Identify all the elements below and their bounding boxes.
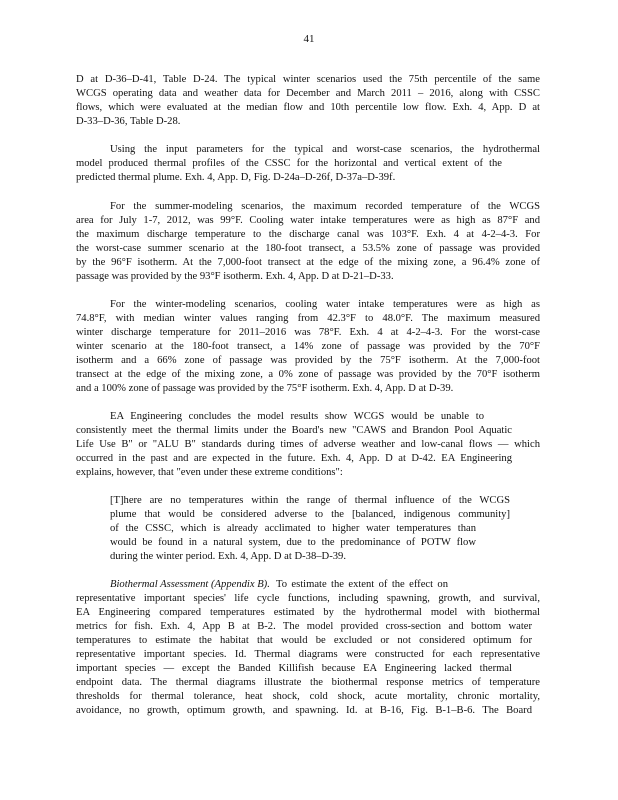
text-line: avoidance, no growth, optimum growth, and spawning. Id. at B-16, Fig. B-1–B-6. The Board bbox=[76, 705, 532, 716]
text-line: EA Engineering compared temperatures estimated by the hydrothermal model with biothermal bbox=[76, 607, 540, 618]
text-line: D at D-36–D-41, Table D-24. The typical winter scenarios used the 75th percentile of the same bbox=[76, 74, 540, 85]
quote-line: plume that would be considered adverse to the [balanced, indigenous community] bbox=[110, 509, 510, 520]
text-line: occurred in the past and are expected in the future. Exh. 4, App. D at D-42. EA Engineering bbox=[76, 453, 512, 464]
text-line: endpoint data. The thermal diagrams illustrate the biothermal response metrics of temperature bbox=[76, 677, 540, 688]
text-line: For the winter-modeling scenarios, cooling water intake temperatures were as high as bbox=[110, 299, 540, 310]
text-line: winter discharge temperature for 2011–2016 was 78°F. Exh. 4 at 4-2–4-3. For the worst-case bbox=[76, 327, 540, 338]
text-line: explains, however, that "even under these extreme conditions": bbox=[76, 467, 343, 478]
text-line: the worst-case summer scenario at the 180-foot transect, a 53.5% zone of passage was provided bbox=[76, 243, 540, 254]
text-line: winter scenario at the 180-foot transect, a 14% zone of passage was provided by the 70°F bbox=[76, 341, 540, 352]
quote-line: during the winter period. Exh. 4, App. D at D-38–D-39. bbox=[110, 551, 346, 562]
text-line: isotherm and a 66% zone of passage was provided by the 75°F isotherm. At the 7,000-foot bbox=[76, 355, 540, 366]
text-line: model produced thermal profiles of the CSSC for the horizontal and vertical extent of the bbox=[76, 158, 502, 169]
heading-italic: Biothermal Assessment (Appendix B). bbox=[110, 579, 270, 590]
text-line: EA Engineering concludes the model results show WCGS would be unable to bbox=[110, 411, 484, 422]
text-line: thresholds for thermal tolerance, heat shock, cold shock, acute mortality, chronic mortality, bbox=[76, 691, 540, 702]
text-line: and a 100% zone of passage was provided by the 75°F isotherm. Exh. 4, App. D at D-39. bbox=[76, 383, 454, 394]
text-line: by the 96°F isotherm. At the 7,000-foot transect at the edge of the mixing zone, a 96.4% zone of bbox=[76, 257, 540, 268]
text-line: the maximum discharge temperature to the discharge canal was 103°F. Exh. 4 at 4-2–4-3. For bbox=[76, 229, 540, 240]
quote-line: [T]here are no temperatures within the range of thermal influence of the WCGS bbox=[110, 495, 510, 506]
text-line: To estimate the extent of the effect on bbox=[276, 579, 448, 590]
page-number: 41 bbox=[303, 33, 315, 45]
text-line: representative important species' life cycle functions, including spawning, growth, and survival, bbox=[76, 593, 540, 604]
text-line: metrics for fish. Exh. 4, App B at B-2. The model provided cross-section and bottom water bbox=[76, 621, 532, 632]
text-line: area for July 1-7, 2012, was 99°F. Cooling water intake temperatures were as high as 87°F and bbox=[76, 215, 540, 226]
text-line: important species — except the Banded Killifish because EA Engineering lacked thermal bbox=[76, 663, 512, 674]
text-line: WCGS operating data and weather data for December and March 2011 – 2016, along with CSSC bbox=[76, 88, 540, 99]
text-line: temperatures to estimate the habitat that would be excluded or not considered optimum for bbox=[76, 635, 532, 646]
text-line: Life Use B" or "ALU B" standards during times of adverse weather and low-canal flows — which bbox=[76, 439, 540, 450]
text-line: passage was provided by the 93°F isotherm. Exh. 4, App. D at D-21–D-33. bbox=[76, 271, 394, 282]
text-line: Using the input parameters for the typical and worst-case scenarios, the hydrothermal bbox=[110, 144, 540, 155]
quote-line: of the CSSC, which is already acclimated to higher water temperatures than bbox=[110, 523, 476, 534]
text-line: 74.8°F, with median winter values ranging from 42.3°F to 48.0°F. The maximum measured bbox=[76, 313, 540, 324]
section-heading bbox=[110, 578, 274, 591]
quote-line: would be found in a natural system, due to the predominance of POTW flow bbox=[110, 537, 476, 548]
text-line: For the summer-modeling scenarios, the maximum recorded temperature of the WCGS bbox=[110, 201, 540, 212]
text-line: consistently meet the thermal limits under the Board's new "CAWS and Brandon Pool Aquatic bbox=[76, 425, 512, 436]
text-line: transect at the edge of the mixing zone, a 0% zone of passage was provided by the 70°F isotherm bbox=[76, 369, 540, 380]
text-line: D-33–D-36, Table D-28. bbox=[76, 116, 181, 127]
text-line: predicted thermal plume. Exh. 4, App. D, Fig. D-24a–D-26f, D-37a–D-39f. bbox=[76, 172, 396, 183]
text-line: flows, which were evaluated at the median flow and 10th percentile low flow. Exh. 4, App. D at bbox=[76, 102, 540, 113]
text-line: representative important species. Id. Thermal diagrams were constructed for each representative bbox=[76, 649, 540, 660]
